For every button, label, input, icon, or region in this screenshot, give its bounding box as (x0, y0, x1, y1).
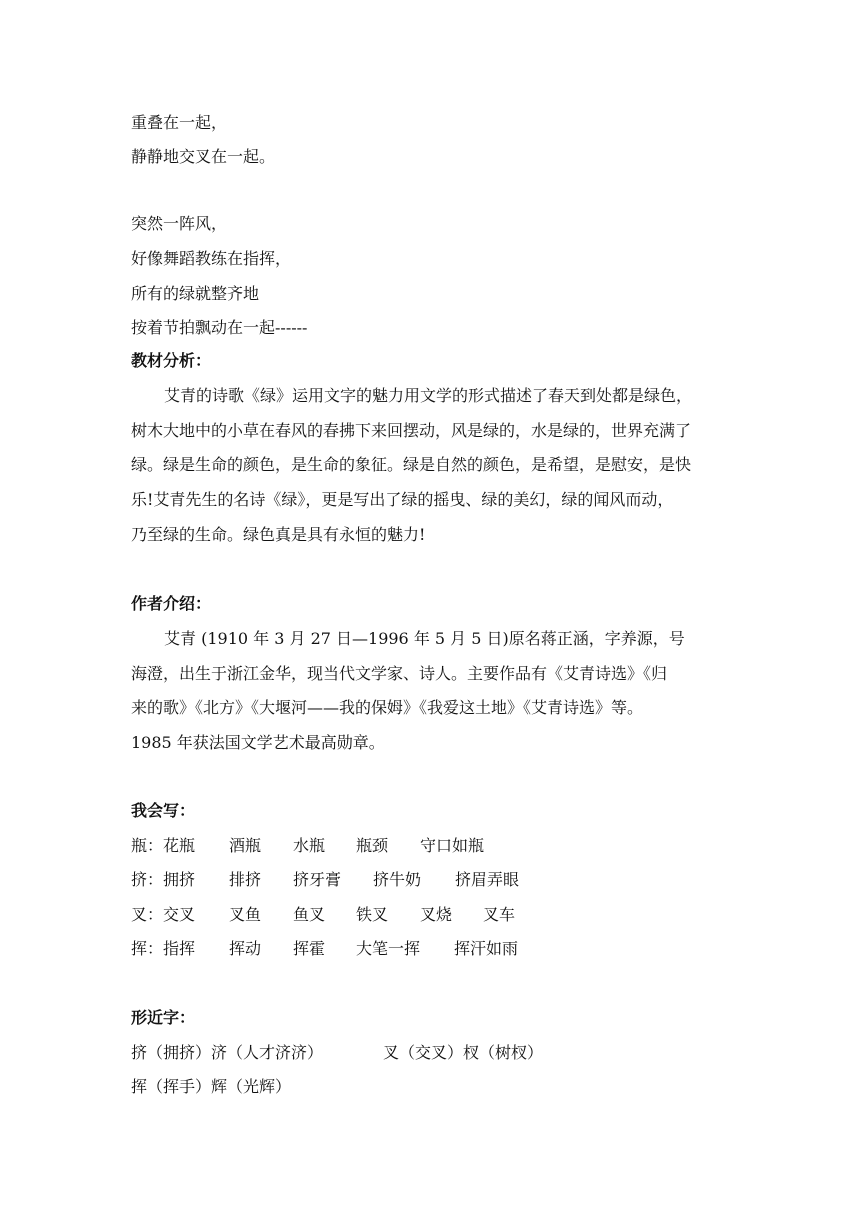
word: 叉：交叉 (131, 905, 196, 924)
word: 挤牛奶 (373, 870, 422, 889)
word: 挥：指挥 (131, 939, 196, 958)
word: 叉烧 (420, 905, 453, 924)
similar-row (131, 1043, 543, 1063)
writing-row (131, 836, 484, 856)
word: 大笔一挥 (356, 939, 421, 958)
analysis-heading: 教材分析： (131, 351, 212, 370)
word: 挥霍 (293, 939, 326, 958)
analysis-line: 树木大地中的小草在春风的春拂下来回摆动，风是绿的，水是绿的，世界充满了 (131, 421, 692, 440)
writing-row (131, 939, 518, 959)
word: 鱼叉 (293, 905, 326, 924)
similar-pair: 挥（挥手）辉（光辉） (131, 1077, 292, 1096)
poem-line: 突然一阵风， (131, 214, 228, 233)
word: 排挤 (229, 870, 262, 889)
writing-row (131, 905, 515, 925)
word: 挤：拥挤 (131, 870, 196, 889)
poem-line: 重叠在一起， (131, 113, 228, 132)
analysis-line: 乐!艾青先生的名诗《绿》，更是写出了绿的摇曳、绿的美幻，绿的闻风而动， (131, 490, 674, 509)
analysis-line: 乃至绿的生命。绿色真是具有永恒的魅力! (131, 525, 426, 544)
analysis-line: 绿。绿是生命的颜色，是生命的象征。绿是自然的颜色，是希望，是慰安，是快 (131, 455, 692, 474)
author-line: 艾青 (1910 年 3 月 27 日—1996 年 5 月 5 日)原名蒋正涵，字养源，号 (164, 629, 685, 648)
writing-row (131, 870, 519, 890)
similar-heading: 形近字： (131, 1008, 196, 1027)
word: 水瓶 (293, 836, 326, 855)
author-heading: 作者介绍： (131, 594, 212, 613)
similar-pair: 叉（交叉）杈（树杈） (383, 1043, 544, 1062)
writing-heading: 我会写： (131, 801, 196, 820)
word: 挥汗如雨 (454, 939, 519, 958)
poem-line: 所有的绿就整齐地 (131, 284, 260, 303)
similar-pair: 挤（拥挤）济（人才济济） (131, 1043, 324, 1062)
word: 瓶颈 (356, 836, 389, 855)
word: 酒瓶 (229, 836, 262, 855)
word: 叉鱼 (229, 905, 262, 924)
author-line: 1985 年获法国文学艺术最高勋章。 (131, 733, 385, 752)
word: 守口如瓶 (420, 836, 485, 855)
word: 挤牙膏 (293, 870, 342, 889)
analysis-line: 艾青的诗歌《绿》运用文字的魅力用文学的形式描述了春天到处都是绿色， (164, 386, 693, 405)
author-line: 来的歌》《北方》《大堰河——我的保姆》《我爱这土地》《艾青诗选》等。 (131, 698, 644, 717)
word: 叉车 (483, 905, 516, 924)
word: 挤眉弄眼 (455, 870, 520, 889)
author-line: 海澄，出生于浙江金华，现当代文学家、诗人。主要作品有《艾青诗选》《归 (131, 664, 668, 683)
poem-line: 好像舞蹈教练在指挥， (131, 249, 292, 268)
poem-line: 按着节拍飘动在一起------ (131, 318, 308, 337)
word: 瓶：花瓶 (131, 836, 196, 855)
word: 铁叉 (356, 905, 389, 924)
word: 挥动 (229, 939, 262, 958)
poem-line: 静静地交叉在一起。 (131, 147, 276, 166)
